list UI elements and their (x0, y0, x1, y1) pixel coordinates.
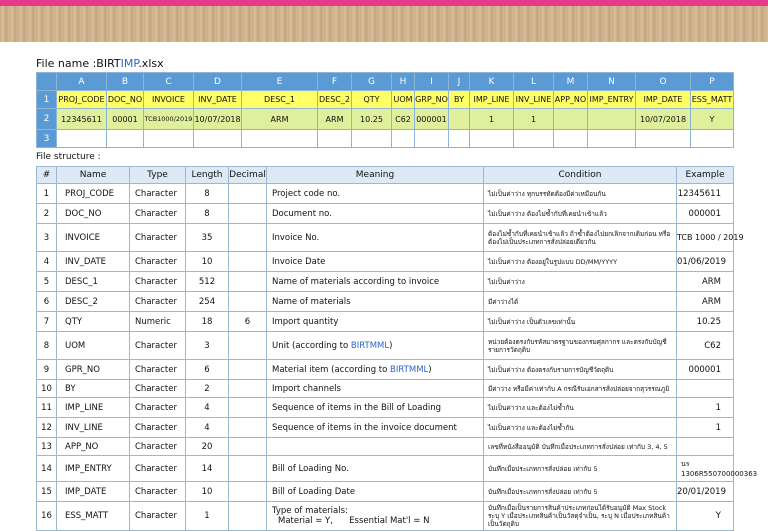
row-index: 3 (37, 224, 57, 252)
field-length: 512 (186, 272, 229, 292)
field-meaning: Invoice Date (267, 252, 484, 272)
field-meaning (267, 502, 484, 531)
meaning-text: Type of materials: (272, 506, 348, 516)
structure-row (37, 398, 734, 418)
structure-row (37, 438, 734, 456)
field-decimal (229, 292, 267, 312)
structure-row (37, 292, 734, 312)
field-type: Character (130, 360, 186, 380)
structure-header-cell: Meaning (267, 167, 484, 184)
field-name: INV_LINE (57, 418, 130, 438)
column-header[interactable]: H (392, 73, 415, 91)
field-condition: ไม่เป็นค่าว่าง เป็นตัวเลขเท่านั้น (484, 312, 677, 332)
row-index: 9 (37, 360, 57, 380)
field-decimal (229, 332, 267, 360)
field-decimal (229, 184, 267, 204)
row-index: 7 (37, 312, 57, 332)
field-example (677, 380, 734, 398)
field-type: Character (130, 482, 186, 502)
excel-header-cell[interactable]: INV_LINE (514, 91, 554, 109)
row-index: 4 (37, 252, 57, 272)
structure-header-cell: Decimal (229, 167, 267, 184)
field-condition: ไม่เป็นค่าว่าง และต้องไม่ซ้ำกัน (484, 418, 677, 438)
column-header[interactable]: J (449, 73, 470, 91)
structure-row (37, 502, 734, 531)
field-decimal (229, 418, 267, 438)
excel-header-cell[interactable]: IMP_LINE (470, 91, 514, 109)
field-decimal (229, 398, 267, 418)
field-length: 3 (186, 332, 229, 360)
row-index: 10 (37, 380, 57, 398)
structure-row (37, 482, 734, 502)
corner-cell[interactable] (37, 73, 57, 91)
row-number[interactable]: 1 (37, 91, 57, 109)
row-index: 11 (37, 398, 57, 418)
field-meaning: Bill of Loading No. (267, 456, 484, 482)
row-number[interactable]: 2 (37, 109, 57, 130)
structure-row (37, 418, 734, 438)
row-index: 2 (37, 204, 57, 224)
field-decimal (229, 360, 267, 380)
field-type: Character (130, 418, 186, 438)
row-index: 5 (37, 272, 57, 292)
field-condition: ไม่เป็นค่าว่าง ทุกบรรทัดต้องมีค่าเหมือนกัน (484, 184, 677, 204)
field-type: Character (130, 292, 186, 312)
column-header[interactable]: C (144, 73, 194, 91)
excel-value-cell[interactable]: C62 (392, 109, 415, 130)
field-decimal (229, 272, 267, 292)
excel-value-cell[interactable]: 1 (470, 109, 514, 130)
field-length: 18 (186, 312, 229, 332)
row-number[interactable]: 3 (37, 130, 57, 148)
structure-header-cell: Example (677, 167, 734, 184)
column-header[interactable]: N (588, 73, 636, 91)
structure-row (37, 360, 734, 380)
excel-value-cell[interactable]: 00001 (107, 109, 144, 130)
field-condition: มีค่าว่าง หรือมีค่าเท่ากับ A กรณีรับเอกสารสั่งปล่อยจากสุวรรณภูมิ (484, 380, 677, 398)
field-condition: บันทึกเมื่อประเภทการสั่งปล่อย เท่ากับ 5 (484, 482, 677, 502)
row-index: 6 (37, 292, 57, 312)
field-name: DESC_2 (57, 292, 130, 312)
column-header[interactable]: A (57, 73, 107, 91)
excel-header-cell[interactable]: INV_DATE (194, 91, 242, 109)
row-index: 14 (37, 456, 57, 482)
excel-header-cell[interactable]: INVOICE (144, 91, 194, 109)
structure-row (37, 204, 734, 224)
field-decimal (229, 380, 267, 398)
field-example: 10.25 (677, 312, 734, 332)
field-meaning: Bill of Loading Date (267, 482, 484, 502)
field-meaning: Sequence of items in the invoice document (267, 418, 484, 438)
row-index: 8 (37, 332, 57, 360)
field-type: Character (130, 398, 186, 418)
field-condition: ไม่เป็นค่าว่าง ต้องอยู่ในรูปแบบ DD/MM/YYYY (484, 252, 677, 272)
field-name: ESS_MATT (57, 502, 130, 531)
field-name: IMP_LINE (57, 398, 130, 418)
field-name: GPR_NO (57, 360, 130, 380)
field-type: Character (130, 224, 186, 252)
excel-header-cell[interactable]: QTY (352, 91, 392, 109)
structure-row (37, 456, 734, 482)
field-example: 000001 (677, 204, 734, 224)
excel-value-cell[interactable]: 10/07/2018 (636, 109, 691, 130)
meaning-text-end: ) (428, 364, 432, 375)
field-decimal (229, 502, 267, 531)
excel-header-cell[interactable]: GRP_NO (415, 91, 449, 109)
field-decimal: 6 (229, 312, 267, 332)
field-condition: หน่วยต้องตรงกับรหัสมาตรฐานของกรมศุลกากร และตรงกับบัญชีรายการวัตถุดิบ (484, 332, 677, 360)
field-example: Y (677, 502, 734, 531)
field-condition: ต้องไม่ซ้ำกับที่เคยนำเข้าแล้ว ถ้าซ้ำต้องไปยกเลิกจากเดิมก่อน หรือต้องไม่เป็นประเภทการสั่งปล่อยเดียวกัน (484, 224, 677, 252)
field-name: UOM (57, 332, 130, 360)
field-example: ARM (677, 292, 734, 312)
meaning-text: Unit (according to (272, 340, 351, 351)
column-header[interactable]: E (242, 73, 318, 91)
excel-empty-cell[interactable] (144, 130, 194, 148)
meaning-text: Material item (according to (272, 364, 391, 375)
structure-header-cell: Condition (484, 167, 677, 184)
column-header[interactable]: O (636, 73, 691, 91)
structure-row (37, 312, 734, 332)
structure-row (37, 380, 734, 398)
excel-header-cell[interactable]: DESC_1 (242, 91, 318, 109)
field-condition: ไม่เป็นค่าว่าง ต้องตรงกับรายการบัญชีวัตถุดิบ (484, 360, 677, 380)
field-name: IMP_DATE (57, 482, 130, 502)
excel-empty-cell[interactable] (107, 130, 144, 148)
excel-empty-cell[interactable] (194, 130, 242, 148)
excel-value-cell[interactable]: ARM (318, 109, 352, 130)
structure-header-cell: Type (130, 167, 186, 184)
file-structure-caption: File structure : (36, 152, 101, 162)
excel-value-cell[interactable]: ARM (242, 109, 318, 130)
row-index: 15 (37, 482, 57, 502)
excel-value-cell[interactable]: TCB1000/2019 (144, 109, 194, 130)
field-type: Character (130, 380, 186, 398)
field-name: APP_NO (57, 438, 130, 456)
field-type: Character (130, 456, 186, 482)
field-meaning: Import quantity (267, 312, 484, 332)
field-length: 20 (186, 438, 229, 456)
field-type: Character (130, 332, 186, 360)
row-index: 13 (37, 438, 57, 456)
excel-header-cell[interactable]: PROJ_CODE (57, 91, 107, 109)
excel-value-cell[interactable]: Y (691, 109, 734, 130)
field-example (677, 438, 734, 456)
field-decimal (229, 438, 267, 456)
field-condition: เลขที่หนังสืออนุมัติ บันทึกเมื่อประเภทการสั่งปล่อย เท่ากับ 3, 4, 5 (484, 438, 677, 456)
field-decimal (229, 252, 267, 272)
excel-preview-table (36, 72, 734, 148)
field-condition: ไม่เป็นค่าว่าง ต้องไม่ซ้ำกับที่เคยนำเข้าแล้ว (484, 204, 677, 224)
row-index: 1 (37, 184, 57, 204)
field-condition: มีค่าว่างได้ (484, 292, 677, 312)
excel-empty-cell[interactable] (470, 130, 514, 148)
field-meaning: Project code no. (267, 184, 484, 204)
column-header[interactable]: M (554, 73, 588, 91)
field-name: QTY (57, 312, 130, 332)
field-condition: ไม่เป็นค่าว่าง และต้องไม่ซ้ำกัน (484, 398, 677, 418)
field-length: 10 (186, 482, 229, 502)
meaning-text-line2: Material = Y, Essential Mat'l = N (278, 516, 430, 526)
field-decimal (229, 482, 267, 502)
field-length: 6 (186, 360, 229, 380)
field-type: Numeric (130, 312, 186, 332)
field-length: 35 (186, 224, 229, 252)
field-meaning: Name of materials (267, 292, 484, 312)
field-decimal (229, 224, 267, 252)
excel-empty-cell[interactable] (392, 130, 415, 148)
field-name: PROJ_CODE (57, 184, 130, 204)
column-header[interactable]: D (194, 73, 242, 91)
field-type: Character (130, 272, 186, 292)
field-decimal (229, 204, 267, 224)
field-meaning: Import channels (267, 380, 484, 398)
column-header[interactable]: K (470, 73, 514, 91)
excel-header-cell[interactable]: DOC_NO (107, 91, 144, 109)
excel-empty-cell[interactable] (554, 130, 588, 148)
excel-header-cell[interactable]: UOM (392, 91, 415, 109)
field-name: DOC_NO (57, 204, 130, 224)
field-meaning (267, 332, 484, 360)
field-example: 1 (677, 398, 734, 418)
meaning-link[interactable]: BIRTMML (350, 340, 390, 351)
field-condition: ไม่เป็นค่าว่าง (484, 272, 677, 292)
field-length: 4 (186, 398, 229, 418)
excel-empty-cell[interactable] (636, 130, 691, 148)
excel-header-cell[interactable]: BY (449, 91, 470, 109)
excel-empty-cell[interactable] (415, 130, 449, 148)
structure-header-cell: # (37, 167, 57, 184)
excel-value-cell[interactable]: 10.25 (352, 109, 392, 130)
field-example: 01/06/2019 (677, 252, 734, 272)
field-meaning: Name of materials according to invoice (267, 272, 484, 292)
field-example: 000001 (677, 360, 734, 380)
excel-empty-cell[interactable] (691, 130, 734, 148)
excel-value-cell[interactable] (554, 109, 588, 130)
field-name: IMP_ENTRY (57, 456, 130, 482)
excel-value-cell[interactable] (449, 109, 470, 130)
excel-empty-cell[interactable] (57, 130, 107, 148)
field-length: 4 (186, 418, 229, 438)
structure-row (37, 224, 734, 252)
field-length: 10 (186, 252, 229, 272)
excel-value-cell[interactable]: 12345611 (57, 109, 107, 130)
excel-header-cell[interactable]: IMP_DATE (636, 91, 691, 109)
field-example: TCB 1000 / 2019 (677, 224, 734, 252)
field-example: 12345611 (677, 184, 734, 204)
row-index: 16 (37, 502, 57, 531)
field-length: 2 (186, 380, 229, 398)
field-meaning: Invoice No. (267, 224, 484, 252)
field-example: นร 1306R550700000363 (677, 456, 734, 482)
excel-value-cell[interactable]: 1 (514, 109, 554, 130)
column-header[interactable]: G (352, 73, 392, 91)
field-name: INV_DATE (57, 252, 130, 272)
field-type: Character (130, 502, 186, 531)
field-example: C62 (677, 332, 734, 360)
excel-empty-cell[interactable] (242, 130, 318, 148)
field-name: DESC_1 (57, 272, 130, 292)
file-name-caption: File name :BIRTIMP.xlsx (36, 57, 164, 70)
field-type: Character (130, 252, 186, 272)
field-type: Character (130, 184, 186, 204)
excel-empty-cell[interactable] (588, 130, 636, 148)
decorative-banner (0, 6, 768, 42)
excel-header-cell[interactable]: IMP_ENTRY (588, 91, 636, 109)
excel-empty-cell[interactable] (449, 130, 470, 148)
column-header[interactable]: L (514, 73, 554, 91)
structure-row (37, 252, 734, 272)
structure-header-cell: Name (57, 167, 130, 184)
structure-row (37, 272, 734, 292)
field-length: 254 (186, 292, 229, 312)
column-header[interactable]: B (107, 73, 144, 91)
file-structure-table (36, 166, 758, 531)
field-meaning: Document no. (267, 204, 484, 224)
excel-empty-cell[interactable] (352, 130, 392, 148)
field-length: 8 (186, 204, 229, 224)
field-length: 14 (186, 456, 229, 482)
excel-value-cell[interactable]: 000001 (415, 109, 449, 130)
field-type: Character (130, 438, 186, 456)
column-header[interactable]: I (415, 73, 449, 91)
field-meaning (267, 438, 484, 456)
excel-value-cell[interactable] (588, 109, 636, 130)
excel-header-cell[interactable]: ESS_MATT (691, 91, 734, 109)
field-example: 20/01/2019 (677, 482, 734, 502)
field-name: BY (57, 380, 130, 398)
excel-empty-cell[interactable] (514, 130, 554, 148)
meaning-text-end: ) (389, 340, 393, 351)
excel-header-cell[interactable]: DESC_2 (318, 91, 352, 109)
field-meaning (267, 360, 484, 380)
column-header[interactable]: P (691, 73, 734, 91)
structure-header-cell: Length (186, 167, 229, 184)
structure-row (37, 184, 734, 204)
field-example: 1 (677, 418, 734, 438)
excel-header-cell[interactable]: APP_NO (554, 91, 588, 109)
field-meaning: Sequence of items in the Bill of Loading (267, 398, 484, 418)
field-name: INVOICE (57, 224, 130, 252)
structure-row (37, 332, 734, 360)
field-condition: บันทึกเมื่อประเภทการสั่งปล่อย เท่ากับ 5 (484, 456, 677, 482)
field-decimal (229, 456, 267, 482)
field-type: Character (130, 204, 186, 224)
excel-empty-cell[interactable] (318, 130, 352, 148)
field-length: 1 (186, 502, 229, 531)
excel-value-cell[interactable]: 10/07/2018 (194, 109, 242, 130)
column-header[interactable]: F (318, 73, 352, 91)
field-condition: บันทึกเมื่อเป็นรายการสินค้าประเภทก่อนได้รับอนุมัติ Max Stock ระบุ Y เมื่อประเภทสินค้าเป็นวัสดุจำเป็น, ระบุ N เมื่อประเภทสินค้าเป็นวัตถุดิบ (484, 502, 677, 531)
row-index: 12 (37, 418, 57, 438)
field-length: 8 (186, 184, 229, 204)
field-example: ARM (677, 272, 734, 292)
meaning-link[interactable]: BIRTMML (390, 364, 429, 375)
